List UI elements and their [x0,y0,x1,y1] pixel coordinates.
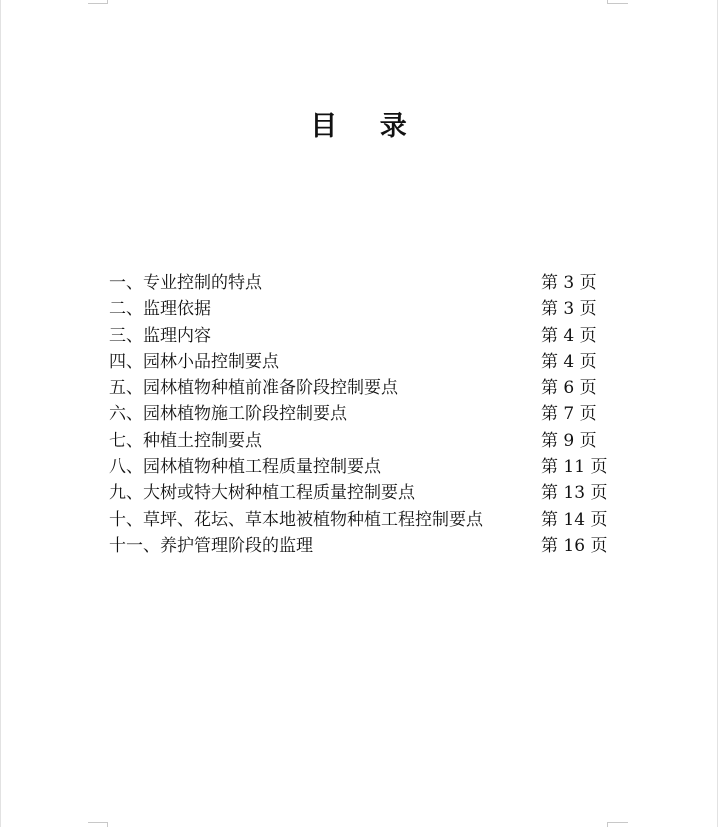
toc-entry-label: 三、监理内容 [109,325,211,346]
toc-entry-page: 第 14 页 [541,509,608,530]
toc-entry-page: 第 3 页 [541,273,597,293]
toc-entry-label: 五、园林植物种植前准备阶段控制要点 [109,378,398,399]
toc-entry[interactable] [109,507,609,533]
crop-mark-top-left [107,0,108,4]
toc-entry-page: 第 6 页 [541,378,597,399]
toc-entry[interactable] [109,401,609,427]
toc-entry-label: 八、园林植物种植工程质量控制要点 [109,457,381,478]
toc-entry[interactable] [109,454,609,480]
toc-entry[interactable] [109,270,609,296]
toc-entry[interactable] [109,323,609,349]
toc-entry[interactable] [109,296,609,322]
toc-entry-label: 十、草坪、花坛、草本地被植物种植工程控制要点 [109,509,483,530]
toc-entry-label: 六、园林植物施工阶段控制要点 [109,404,347,425]
toc-entry[interactable] [109,428,609,454]
table-of-contents [109,270,609,559]
toc-entry-page: 第 4 页 [541,325,597,346]
crop-mark-bottom-left [107,822,108,827]
crop-mark-bottom-right [607,822,628,823]
crop-mark-top-right [607,0,608,4]
crop-mark-bottom-right [607,822,608,827]
toc-entry[interactable] [109,533,609,559]
toc-entry-label: 二、监理依据 [109,299,211,320]
toc-entry[interactable] [109,480,609,506]
toc-entry[interactable] [109,349,609,375]
toc-entry-page: 第 3 页 [541,299,597,320]
toc-entry-page: 第 9 页 [541,430,597,451]
toc-entry-label: 九、大树或特大树种植工程质量控制要点 [109,483,415,504]
crop-mark-top-right [607,3,628,4]
toc-entry-page: 第 11 页 [541,457,608,478]
toc-entry-page: 第 4 页 [541,351,597,372]
toc-entry-label: 七、种植土控制要点 [109,430,262,451]
crop-mark-bottom-left [88,822,108,823]
toc-entry-page: 第 7 页 [541,404,597,425]
toc-entry-page: 第 16 页 [541,535,608,556]
toc-entry-page: 第 13 页 [541,483,608,504]
crop-mark-top-left [88,3,108,4]
toc-entry[interactable] [109,375,609,401]
toc-entry-label: 四、园林小品控制要点 [109,351,279,372]
toc-entry-label: 十一、养护管理阶段的监理 [109,535,313,556]
page-title: 目 录 [310,111,408,142]
toc-entry-label: 一、专业控制的特点 [109,273,262,293]
